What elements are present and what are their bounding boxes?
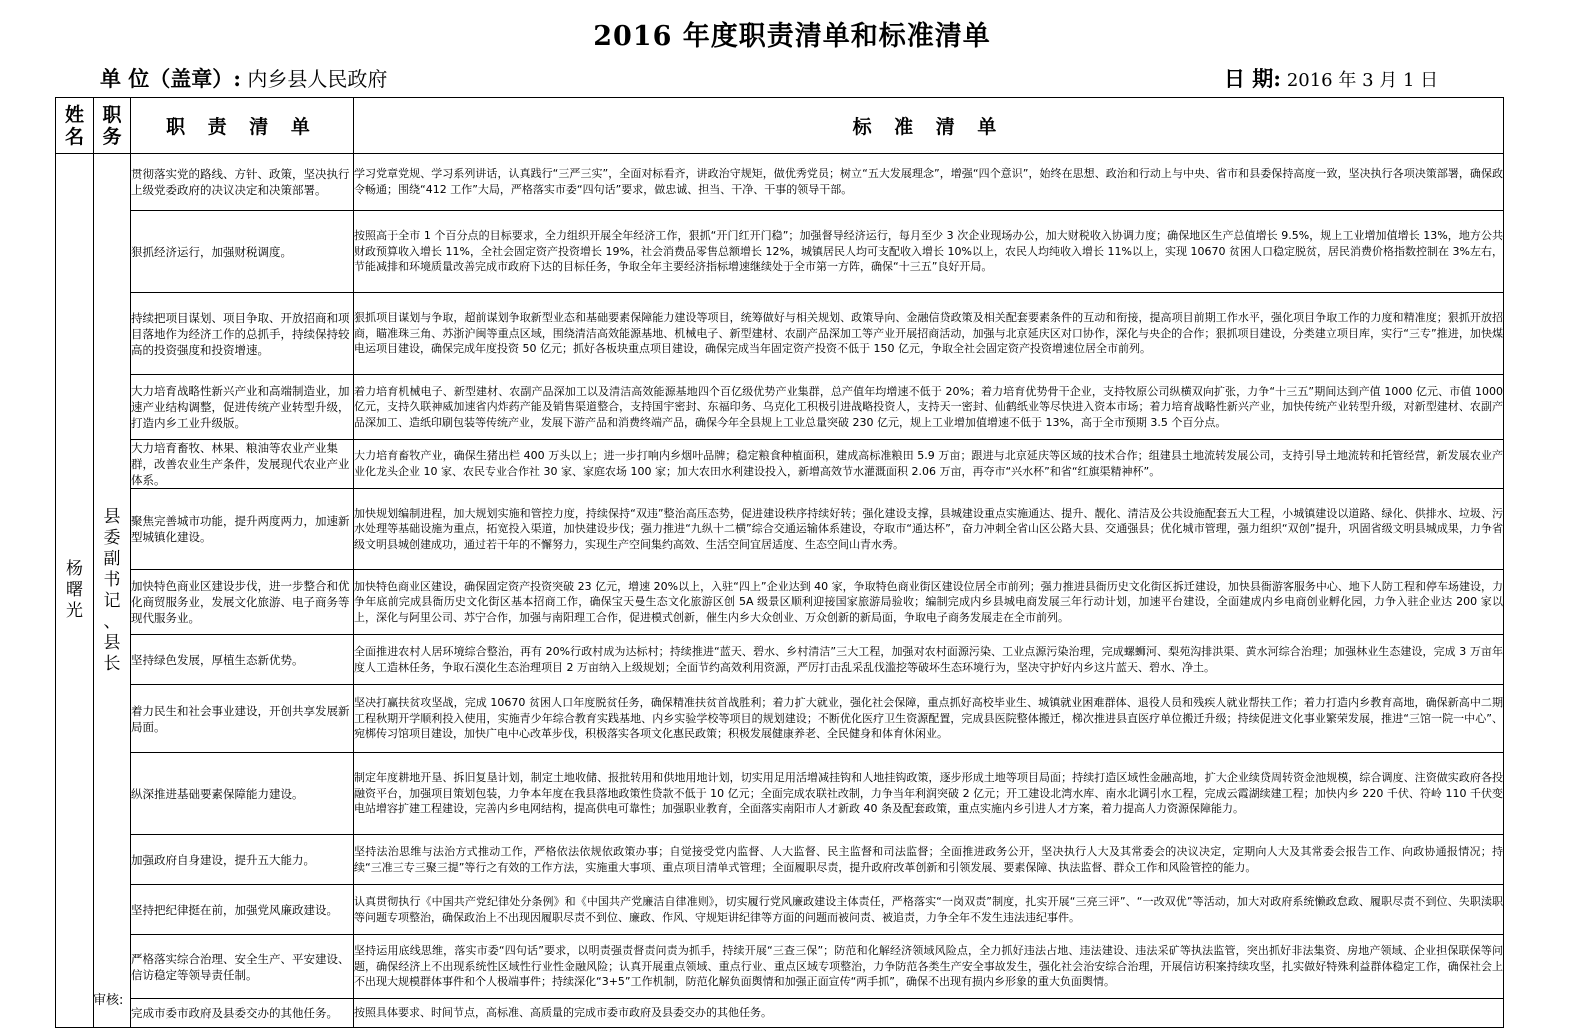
header-post: 职 务: [94, 98, 131, 154]
table-row: [56, 211, 1504, 293]
review-label: 审核:: [93, 993, 124, 1008]
duty-cell: 加强政府自身建设，提升五大能力。: [131, 835, 354, 885]
duty-cell: 狠抓经济运行，加强财税调度。: [131, 211, 354, 293]
table-row: [56, 753, 1504, 835]
table-row: [56, 570, 1504, 635]
table-row: [56, 999, 1504, 1028]
duty-cell: 贯彻落实党的路线、方针、政策，坚决执行上级党委政府的决议决定和决策部署。: [131, 154, 354, 211]
duty-cell: 持续把项目谋划、项目争取、开放招商和项目落地作为经济工作的总抓手，持续保持较高的投资强度和投资增速。: [131, 293, 354, 375]
duty-standard-table: [55, 97, 1504, 1028]
standard-cell: 坚持运用底线思维，落实市委“四句话”要求，以明责强责督责问责为抓手，持续开展“三查三保”；防范和化解经济领域风险点，全力抓好违法占地、违法建设、违法采矿等执法监管，突出抓好非法集资、房地产领域、企业担保联保等问题，确保经济上不出现系统性区域性行业性金融风险；认真开展重点领域、重点行业、重点区域专项整治，力争防范各类生产安全事故发生，强化社会治安综合治理，开展信访积案持续攻坚，扎实做好特殊利益群体稳定工作，确保社会上不出现大规模群体事件和个人极端事件；持续深化“3+5”工作机制，防范化解负面舆情和加强正面宣传“两手抓”，确保不出现有损内乡形象的重大负面舆情。: [354, 935, 1504, 999]
table-row: [56, 489, 1504, 570]
unit-value: 内乡县人民政府: [247, 67, 388, 91]
standard-cell: 学习党章党规、学习系列讲话，认真践行“三严三实”，全面对标看齐，讲政治守规矩，做优秀党员；树立“五大发展理念”，增强“四个意识”，始终在思想、政治和行动上与中央、省市和县委保持高度一致，坚决执行各项决策部署，确保政令畅通；围绕“412 工作”大局，严格落实市委“四句话”要求，做忠诚、担当、干净、干事的领导干部。: [354, 154, 1504, 211]
table-row: [56, 835, 1504, 885]
table-row: [56, 375, 1504, 440]
standard-cell: 狠抓项目谋划与争取，超前谋划争取新型业态和基础要素保障能力建设等项目，统筹做好与相关规划、政策导向、金融信贷政策及相关配套要素条件的互动和衔接，提高项目前期工作水平，强化项目争取工作的力度和精准度；狠抓开放招商，瞄准珠三角、苏浙沪闽等重点区域，围绕清洁高效能源基地、机械电子、新型建材、农副产品深加工等产业开展招商活动，加强与北京延庆区对口协作，深化与央企的合作；狠抓项目建设，分类建立项目库，实行“三专”推进，加快煤电运项目建设，确保完成年度投资 50 亿元；抓好各板块重点项目建设，确保完成当年固定资产投资不低于 150 亿元，争取全社会固定资产投资增速位居全市前列。: [354, 293, 1504, 375]
duty-cell: 严格落实综合治理、安全生产、平安建设、信访稳定等领导责任制。: [131, 935, 354, 999]
table-row: [56, 685, 1504, 753]
document-title: 2016 年度职责清单和标准清单: [593, 21, 991, 52]
standard-cell: 大力培育畜牧产业，确保生猪出栏 400 万头以上；进一步打响内乡烟叶品牌；稳定粮食种植面积，建成高标准粮田 5.9 万亩；跟进与北京延庆等区域的技术合作；组建县土地流转发展公司，支持引导土地流转和托管经营，新发展农业产业化龙头企业 10 家、农民专业合作社 30 家、家庭农场 100 家；加大农田水利建设投入，新增高效节水灌溉面积 2.06 万亩，再夺市“兴水杯”和省“红旗渠精神杯”。: [354, 440, 1504, 489]
date-line: [1224, 63, 1438, 93]
unit-line: [100, 63, 387, 93]
standard-cell: 加快规划编制进程，加大规划实施和管控力度，持续保持“双违”整治高压态势，促进建设秩序持续好转；强化建设支撑，县城建设重点实施通达、提升、靓化、清洁及公共设施配套五大工程，小城镇建设以道路、绿化、供排水、垃圾、污水处理等基础设施为重点，拓宽投入渠道，加快建设步伐；强力推进“九纵十二横”综合交通运输体系建设，夺取市“通达杯”，奋力冲刺全省山区公路大县、交通强县；优化城市管理，强力组织“双创”提升，巩固省级文明县城成果，力争省级文明县城创建成功，通过若干年的不懈努力，实现生产空间集约高效、生活空间宜居适度、生态空间山青水秀。: [354, 489, 1504, 570]
date-label: 日 期:: [1224, 66, 1282, 91]
table-row: [56, 935, 1504, 999]
table-row: [56, 635, 1504, 685]
standard-cell: 加快特色商业区建设，确保固定资产投资突破 23 亿元，增速 20%以上，入驻“四上”企业达到 40 家，争取特色商业街区建设位居全市前列；强力推进县衙历史文化街区拆迁建设，加快县衙游客服务中心、地下人防工程和停车场建设，力争年底前完成县衙历史文化街区基本招商工作，确保宝天曼生态文化旅游区创 5A 级景区顺利迎接国家旅游局验收；编制完成内乡县城电商发展三年行动计划，加速平台建设，全面建成内乡电商创业孵化园，力争入驻企业达 200 家以上，深化与阿里公司、苏宁合作，加强与南阳理工合作，促进模式创新，催生内乡大众创业、万众创新的新局面，争取电子商务发展走在全市前列。: [354, 570, 1504, 635]
standard-cell: 着力培育机械电子、新型建材、农副产品深加工以及清洁高效能源基地四个百亿级优势产业集群，总产值年均增速不低于 20%；着力培育优势骨干企业，支持牧原公司纵横双向扩张，力争“十三五”期间达到产值 1000 亿元、市值 1000 亿元，支持久联神威加速省内炸药产能及销售渠道整合，支持国宇密封、东福印务、乌克化工积极引进战略投资人，支持天一密封、仙鹤纸业等尽快进入资本市场；着力培育战略性新兴产业，加快传统产业转型升级，对新型建材、农副产品深加工、造纸印刷包装等传统产业，发展下游产品和消费终端产品，确保今年全县规上工业总量突破 230 亿元，规上工业增加值增速不低于 13%，高于全市预期 3.5 个百分点。: [354, 375, 1504, 440]
duty-cell: 纵深推进基础要素保障能力建设。: [131, 753, 354, 835]
table-row: [56, 440, 1504, 489]
standard-cell: 按照高于全市 1 个百分点的目标要求，全力组织开展全年经济工作，狠抓“开门红开门稳”；加强督导经济运行，每月至少 3 次企业现场办公，加大财税收入协调力度；确保地区生产总值增长 9.5%，规上工业增加值增长 13%，地方公共财政预算收入增长 11%，全社会固定资产投资增长 19%，社会消费品零售总额增长 12%，城镇居民人均可支配收入增长 10%以上，农民人均纯收入增长 11%以上，实现 10670 贫困人口稳定脱贫，居民消费价格指数控制在 3%左右，节能减排和环境质量改善完成市政府下达的目标任务，争取全年主要经济指标增速继续处于全市第一方阵，确保“十三五”良好开局。: [354, 211, 1504, 293]
duty-cell: 完成市委市政府及县委交办的其他任务。: [131, 999, 354, 1028]
duty-cell: 坚持把纪律挺在前，加强党风廉政建设。: [131, 885, 354, 935]
standard-cell: 按照具体要求、时间节点，高标准、高质量的完成市委市政府及县委交办的其他任务。: [354, 999, 1504, 1028]
header-duty-list: 职 责 清 单: [131, 98, 354, 154]
standard-cell: 全面推进农村人居环境综合整治，再有 20%行政村成为达标村；持续推进“蓝天、碧水、乡村清洁”三大工程，加强对农村面源污染、工业点源污染治理，完成螺蛳河、梨苑沟排洪渠、黄水河综合治理；加强林业生态建设，完成 3 万亩年度人工造林任务，争取石漠化生态治理项目 2 万亩纳入上级规划；全面节约高效利用资源，严厉打击乱采乱伐滥挖等破坏生态环境行为，坚决守护好内乡这片蓝天、碧水、净土。: [354, 635, 1504, 685]
table-row: [56, 293, 1504, 375]
table-row: [56, 885, 1504, 935]
table-row: [56, 154, 1504, 211]
standard-cell: 坚持法治思维与法治方式推动工作，严格依法依规依政策办事；自觉接受党内监督、人大监督、民主监督和司法监督；全面推进政务公开，坚决执行人大及其常委会的决议决定，定期向人大及其常委会报告工作、向政协通报情况；持续“三准三专三聚三提”等行之有效的工作方法，实施重大事项、重点项目清单式管理；全面履职尽责，提升政府改革创新和引领发展、要素保障、执法监督、群众工作和风险管控的能力。: [354, 835, 1504, 885]
duty-cell: 加快特色商业区建设步伐，进一步整合和优化商贸服务业，发展文化旅游、电子商务等现代服务业。: [131, 570, 354, 635]
standard-cell: 坚决打赢扶贫攻坚战，完成 10670 贫困人口年度脱贫任务，确保精准扶贫首战胜利；着力扩大就业，强化社会保障，重点抓好高校毕业生、城镇就业困难群体、退役人员和残疾人就业帮扶工作；着力打造内乡教育高地，确保新高中二期工程秋期开学顺利投入使用，实施青少年综合教育实践基地、内乡实验学校等项目的规划建设；不断优化医疗卫生资源配置，完成县医院整体搬迁，梯次推进县直医疗单位搬迁升级；持续促进文化事业繁荣发展，推进“三馆一院一中心”、宛梆传习馆项目建设，加快广电中心改革步伐，积极落实各项文化惠民政策；积极发展健康养老、全民健身和体育休闲业。: [354, 685, 1504, 753]
date-value: 2016 年 3 月 1 日: [1286, 70, 1439, 91]
duty-cell: 聚焦完善城市功能，提升两度两力，加速新型城镇化建设。: [131, 489, 354, 570]
standard-cell: 认真贯彻执行《中国共产党纪律处分条例》和《中国共产党廉洁自律准则》，切实履行党风廉政建设主体责任，严格落实“一岗双责”制度，扎实开展“三亮三评”、“一改双优”等活动，加大对政府系统懒政怠政、履职尽责不到位、失职渎职等问题专项整治，确保政治上不出现因履职尽责不到位、廉政、作风、守规矩讲纪律等方面的问题而被问责、被追责，力争全年不发生违法违纪事件。: [354, 885, 1504, 935]
standard-cell: 制定年度耕地开垦、拆旧复垦计划，制定土地收储、报批转用和供地用地计划，切实用足用活增减挂钩和人地挂钩政策，逐步形成土地等项目局面；持续打造区域性金融高地，扩大企业续贷周转资金池规模，综合调度、注资做实政府各投融资平台，加强项目策划包装，力争本年度在我县落地政策性贷款不低于 10 亿元；全面完成农联社改制，力争当年利润突破 2 亿元；开工建设北湾水库、南水北调引水工程，完成云霞湖续建工程；加快内乡 220 千伏、符岭 110 千伏变电站增容扩建工程建设，完善内乡电网结构，提高供电可靠性；加强职业教育，全面落实南阳市人才新政 40 条及配套政策，重点实施内乡引进人才方案，着力提高人力资源保障能力。: [354, 753, 1504, 835]
header-name: 姓 名: [56, 98, 94, 154]
unit-label: 单 位（盖章）:: [100, 66, 242, 91]
header-standard-list: 标 准 清 单: [354, 98, 1504, 154]
duty-cell: 大力培育战略性新兴产业和高端制造业，加速产业结构调整，促进传统产业转型升级，打造内乡工业升级版。: [131, 375, 354, 440]
person-name: 杨 曙 光: [56, 154, 94, 1028]
table-body: [56, 154, 1504, 1028]
table-header-row: [56, 98, 1504, 154]
duty-cell: 着力民生和社会事业建设，开创共享发展新局面。: [131, 685, 354, 753]
duty-cell: 大力培育畜牧、林果、粮油等农业产业集群，改善农业生产条件，发展现代农业产业体系。: [131, 440, 354, 489]
person-post: 县 委 副 书 记 、 县 长: [94, 154, 131, 1028]
duty-cell: 坚持绿色发展，厚植生态新优势。: [131, 635, 354, 685]
